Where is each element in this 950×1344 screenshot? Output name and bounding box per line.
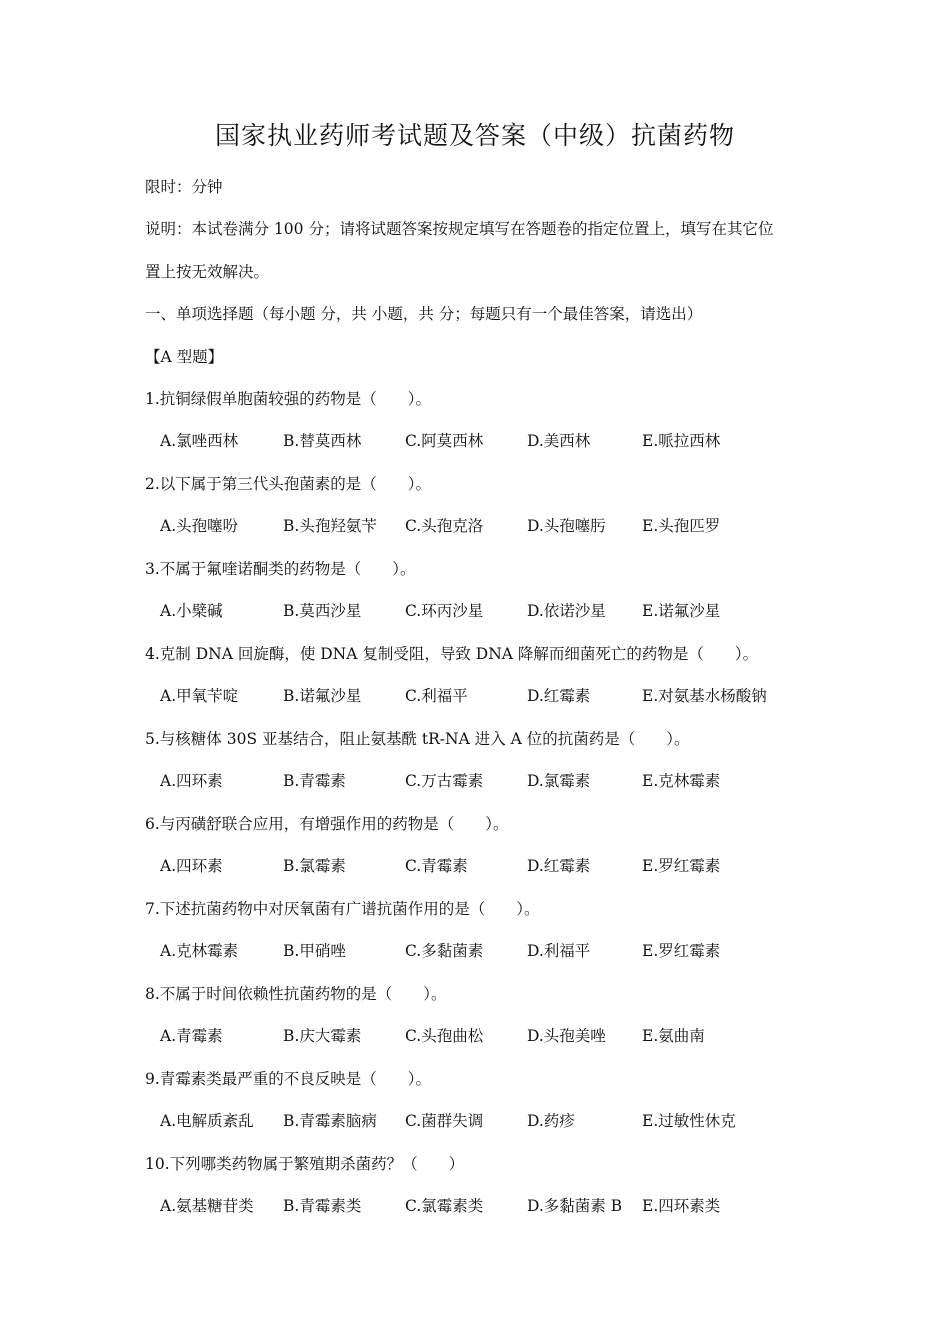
answer-option: C.氯霉素类: [405, 1197, 484, 1215]
answer-option: A.氯唑西林: [160, 432, 239, 450]
answer-option: A.四环素: [160, 772, 223, 790]
answer-option: D.药疹: [527, 1112, 575, 1130]
answer-option: C.利福平: [405, 687, 468, 705]
section-heading: 一、单项选择题（每小题 分，共 小题，共 分；每题只有一个最佳答案，请选出）: [145, 305, 703, 323]
answer-option: D.多黏菌素 B: [527, 1197, 623, 1215]
answer-options: [160, 1195, 800, 1217]
answer-option: E.四环素类: [642, 1197, 721, 1215]
answer-option: A.电解质紊乱: [160, 1112, 254, 1130]
answer-option: D.红霉素: [527, 857, 591, 875]
answer-options: [160, 940, 800, 962]
answer-option: B.诺氟沙星: [283, 687, 362, 705]
answer-option: C.头孢克洛: [405, 517, 484, 535]
answer-options: [160, 770, 800, 792]
answer-option: D.头孢美唑: [527, 1027, 606, 1045]
question-stem: 2.以下属于第三代头孢菌素的是（ ）。: [145, 475, 432, 493]
question-stem: 10.下列哪类药物属于繁殖期杀菌药？（ ）: [145, 1155, 465, 1173]
answer-option: E.对氨基水杨酸钠: [642, 687, 767, 705]
answer-option: E.罗红霉素: [642, 857, 721, 875]
question-stem: 6.与丙磺舒联合应用，有增强作用的药物是（ ）。: [145, 815, 509, 833]
question-stem: 9.青霉素类最严重的不良反映是（ ）。: [145, 1070, 432, 1088]
answer-option: B.氯霉素: [283, 857, 346, 875]
answer-option: D.依诺沙星: [527, 602, 606, 620]
instructions-line-2: 置上按无效解决。: [145, 263, 270, 281]
answer-option: C.多黏菌素: [405, 942, 484, 960]
answer-option: B.莫西沙星: [283, 602, 362, 620]
answer-option: B.青霉素脑病: [283, 1112, 377, 1130]
question-stem: 4.克制 DNA 回旋酶，使 DNA 复制受阻，导致 DNA 降解而细菌死亡的药物是（ ）。: [145, 645, 759, 663]
answer-option: B.庆大霉素: [283, 1027, 362, 1045]
answer-option: C.万古霉素: [405, 772, 484, 790]
answer-option: D.美西林: [527, 432, 591, 450]
question-stem: 5.与核糖体 30S 亚基结合，阻止氨基酰 tR-NA 进入 A 位的抗菌药是（ ）。: [145, 730, 690, 748]
answer-option: C.头孢曲松: [405, 1027, 484, 1045]
answer-option: A.青霉素: [160, 1027, 223, 1045]
answer-option: A.甲氧苄啶: [160, 687, 239, 705]
answer-option: D.利福平: [527, 942, 591, 960]
answer-option: A.四环素: [160, 857, 223, 875]
question-stem: 8.不属于时间依赖性抗菌药物的是（ ）。: [145, 985, 447, 1003]
answer-option: E.克林霉素: [642, 772, 721, 790]
answer-option: E.罗红霉素: [642, 942, 721, 960]
answer-option: A.头孢噻吩: [160, 517, 239, 535]
question-stem: 1.抗铜绿假单胞菌较强的药物是（ ）。: [145, 390, 432, 408]
answer-option: B.甲硝唑: [283, 942, 346, 960]
answer-option: D.头孢噻肟: [527, 517, 606, 535]
answer-option: C.青霉素: [405, 857, 468, 875]
answer-options: [160, 1110, 800, 1132]
answer-option: E.过敏性休克: [642, 1112, 736, 1130]
answer-options: [160, 855, 800, 877]
answer-option: E.诺氟沙星: [642, 602, 721, 620]
answer-options: [160, 685, 800, 707]
question-stem: 3.不属于氟喹诺酮类的药物是（ ）。: [145, 560, 416, 578]
instructions-line-1: 说明：本试卷满分 100 分；请将试题答案按规定填写在答题卷的指定位置上，填写在其它位: [145, 220, 774, 238]
answer-options: [160, 515, 800, 537]
answer-option: C.环丙沙星: [405, 602, 484, 620]
answer-option: D.氯霉素: [527, 772, 591, 790]
answer-options: [160, 430, 800, 452]
answer-option: C.阿莫西林: [405, 432, 484, 450]
answer-option: C.菌群失调: [405, 1112, 484, 1130]
answer-options: [160, 600, 800, 622]
answer-option: A.克林霉素: [160, 942, 239, 960]
question-stem: 7.下述抗菌药物中对厌氧菌有广谱抗菌作用的是（ ）。: [145, 900, 540, 918]
answer-option: B.头孢羟氨苄: [283, 517, 377, 535]
answer-option: B.青霉素: [283, 772, 346, 790]
answer-options: [160, 1025, 800, 1047]
answer-option: E.氨曲南: [642, 1027, 705, 1045]
question-type-label: 【A 型题】: [145, 348, 224, 366]
answer-option: B.替莫西林: [283, 432, 362, 450]
answer-option: D.红霉素: [527, 687, 591, 705]
time-limit: 限时：分钟: [145, 178, 223, 196]
answer-option: B.青霉素类: [283, 1197, 362, 1215]
answer-option: A.小檗碱: [160, 602, 223, 620]
document-title: 国家执业药师考试题及答案（中级）抗菌药物: [214, 121, 735, 150]
answer-option: E.哌拉西林: [642, 432, 721, 450]
answer-option: A.氨基糖苷类: [160, 1197, 254, 1215]
answer-option: E.头孢匹罗: [642, 517, 721, 535]
